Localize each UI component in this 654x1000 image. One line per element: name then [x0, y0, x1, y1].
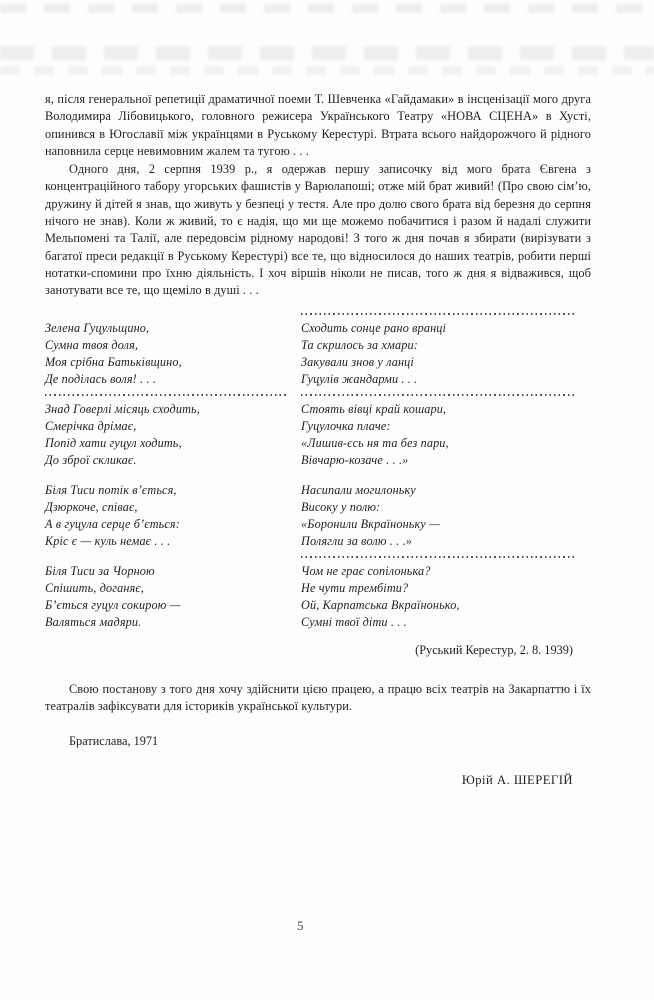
poem-line: Сумна твоя доля,: [45, 337, 139, 352]
stanza-spacer: [45, 550, 301, 563]
paragraph-continuation: я, після генеральної репетиції драматичної поеми Т. Шевченка «Гайдамаки» в інсценізації мого друга Володимира Лібовицького, головного режисера Українського Театру «НОВА СЦЕНА» в Хусті, опинився в Югославії між українцями в Руському Керестурі. Втрата всього найдорожчого й рідного наповнила серце невимовним жалем та тугою . . .: [45, 92, 591, 158]
poem-stanza: [45, 401, 301, 469]
poem-stanza: [301, 401, 591, 469]
poem-stanza: [45, 482, 301, 550]
poem-line: Не чути трембіти?: [301, 580, 409, 595]
poem-line: Зелена Гуцульщино,: [45, 320, 150, 335]
poem-stanza: [45, 563, 301, 631]
poem-line: Біля Тиси за Чорною: [45, 563, 155, 578]
poem-stanza: [301, 320, 591, 388]
bleed-through-artifact: [0, 46, 654, 60]
poem-two-columns: [45, 307, 591, 631]
poem-line: Смерічка дрімає,: [45, 418, 137, 433]
stanza-divider: [45, 388, 301, 401]
poem-line: Попід хати гуцул ходить,: [45, 435, 182, 450]
poem-line: Полягли за волю . . .»: [301, 533, 413, 548]
poem-line: До зброї скликає.: [45, 452, 137, 467]
poem-column-left: [45, 307, 301, 631]
poem-stanza: [301, 563, 591, 631]
stanza-divider: [301, 307, 591, 320]
poem-line: Гуцулочка плаче:: [301, 418, 391, 433]
stanza-divider: [301, 388, 591, 401]
poem-line: Де поділась воля! . . .: [45, 371, 157, 386]
poem-line: Сходить сонце рано вранці: [301, 320, 447, 335]
poem-line: Валяться мадяри.: [45, 614, 142, 629]
bleed-through-artifact: [0, 4, 654, 13]
paragraph-closing: Свою постанову з того дня хочу здійснити цією працею, а працю всіх театрів на Закарпаттю і їх театралів зафіксувати для істориків української культури.: [45, 681, 591, 713]
poem-line: Б’ється гуцул сокирою —: [45, 597, 181, 612]
stanza-divider: [301, 550, 591, 563]
stanza-spacer: [301, 469, 591, 482]
paragraph-memoir: Одного дня, 2 серпня 1939 р., я одержав першу записочку від мого брата Євгена з концентраційного табору угорських фашистів у Варюлапоші; отже мій брат живий! (Про свою сім’ю, дружину й дітей я знав, що живуть у безпеці у тестя. Але про долю свого брата від березня до серпня нічого не знав). Коли ж живий, то є надія, що ми ще можемо побачитися і разом й надалі служити Мельпомені та Талії, але передовсім рідному народові! З того ж дня почав я збирати (вирізувати з багатої преси редакції в Руському Керестурі) все те, що відносилося до наших театрів, робити перші нотатки-спомини про їхню діяльність. І хоч віршів ніколи не писав, того ж дня я відважився, щоб занотувати все те, що щеміло в душі . . .: [45, 162, 591, 298]
poem-line: Сумні твої діти . . .: [301, 614, 407, 629]
bleed-through-artifact: [0, 66, 654, 75]
poem-line: Високу у полю:: [301, 499, 381, 514]
stanza-spacer: [45, 469, 301, 482]
poem-line: Чом не грає сопілонька?: [301, 563, 431, 578]
stanza-spacer: [45, 307, 301, 320]
page-number: 5: [297, 918, 304, 933]
poem-line: Кріс є — куль немає . . .: [45, 533, 171, 548]
poem-line: Ой, Карпатська Вкраїнонько,: [301, 597, 460, 612]
poem-line: Стоять вівці край кошари,: [301, 401, 447, 416]
author-signature: Юрій А. ШЕРЕГІЙ: [461, 773, 573, 788]
poem-citation: (Руський Керестур, 2. 8. 1939): [415, 642, 573, 657]
poem-line: Та скрилось за хмари:: [301, 337, 418, 352]
poem-line: Моя срібна Батьківщино,: [45, 354, 182, 369]
poem-stanza: [301, 482, 591, 550]
poem-column-right: [301, 307, 591, 631]
page-text-block: [45, 91, 591, 788]
poem-line: «Лишив-єсь ня та без пари,: [301, 435, 449, 450]
poem-line: Спішить, доганяє,: [45, 580, 145, 595]
poem-line: Вівчарю-козаче . . .»: [301, 452, 409, 467]
dateline: Братислава, 1971: [69, 734, 159, 749]
poem-line: А в гуцула серце б’ється:: [45, 516, 180, 531]
poem-line: Закували знов у ланці: [301, 354, 414, 369]
poem-line: Знад Говерлі місяць сходить,: [45, 401, 200, 416]
poem-line: Насипали могилоньку: [301, 482, 416, 497]
poem-stanza: [45, 320, 301, 388]
poem-line: Біля Тиси потік в’ється,: [45, 482, 177, 497]
poem-line: Дзюркоче, співає,: [45, 499, 138, 514]
poem-line: Гуцулів жандарми . . .: [301, 371, 418, 386]
poem-line: «Боронили Вкраїноньку —: [301, 516, 441, 531]
